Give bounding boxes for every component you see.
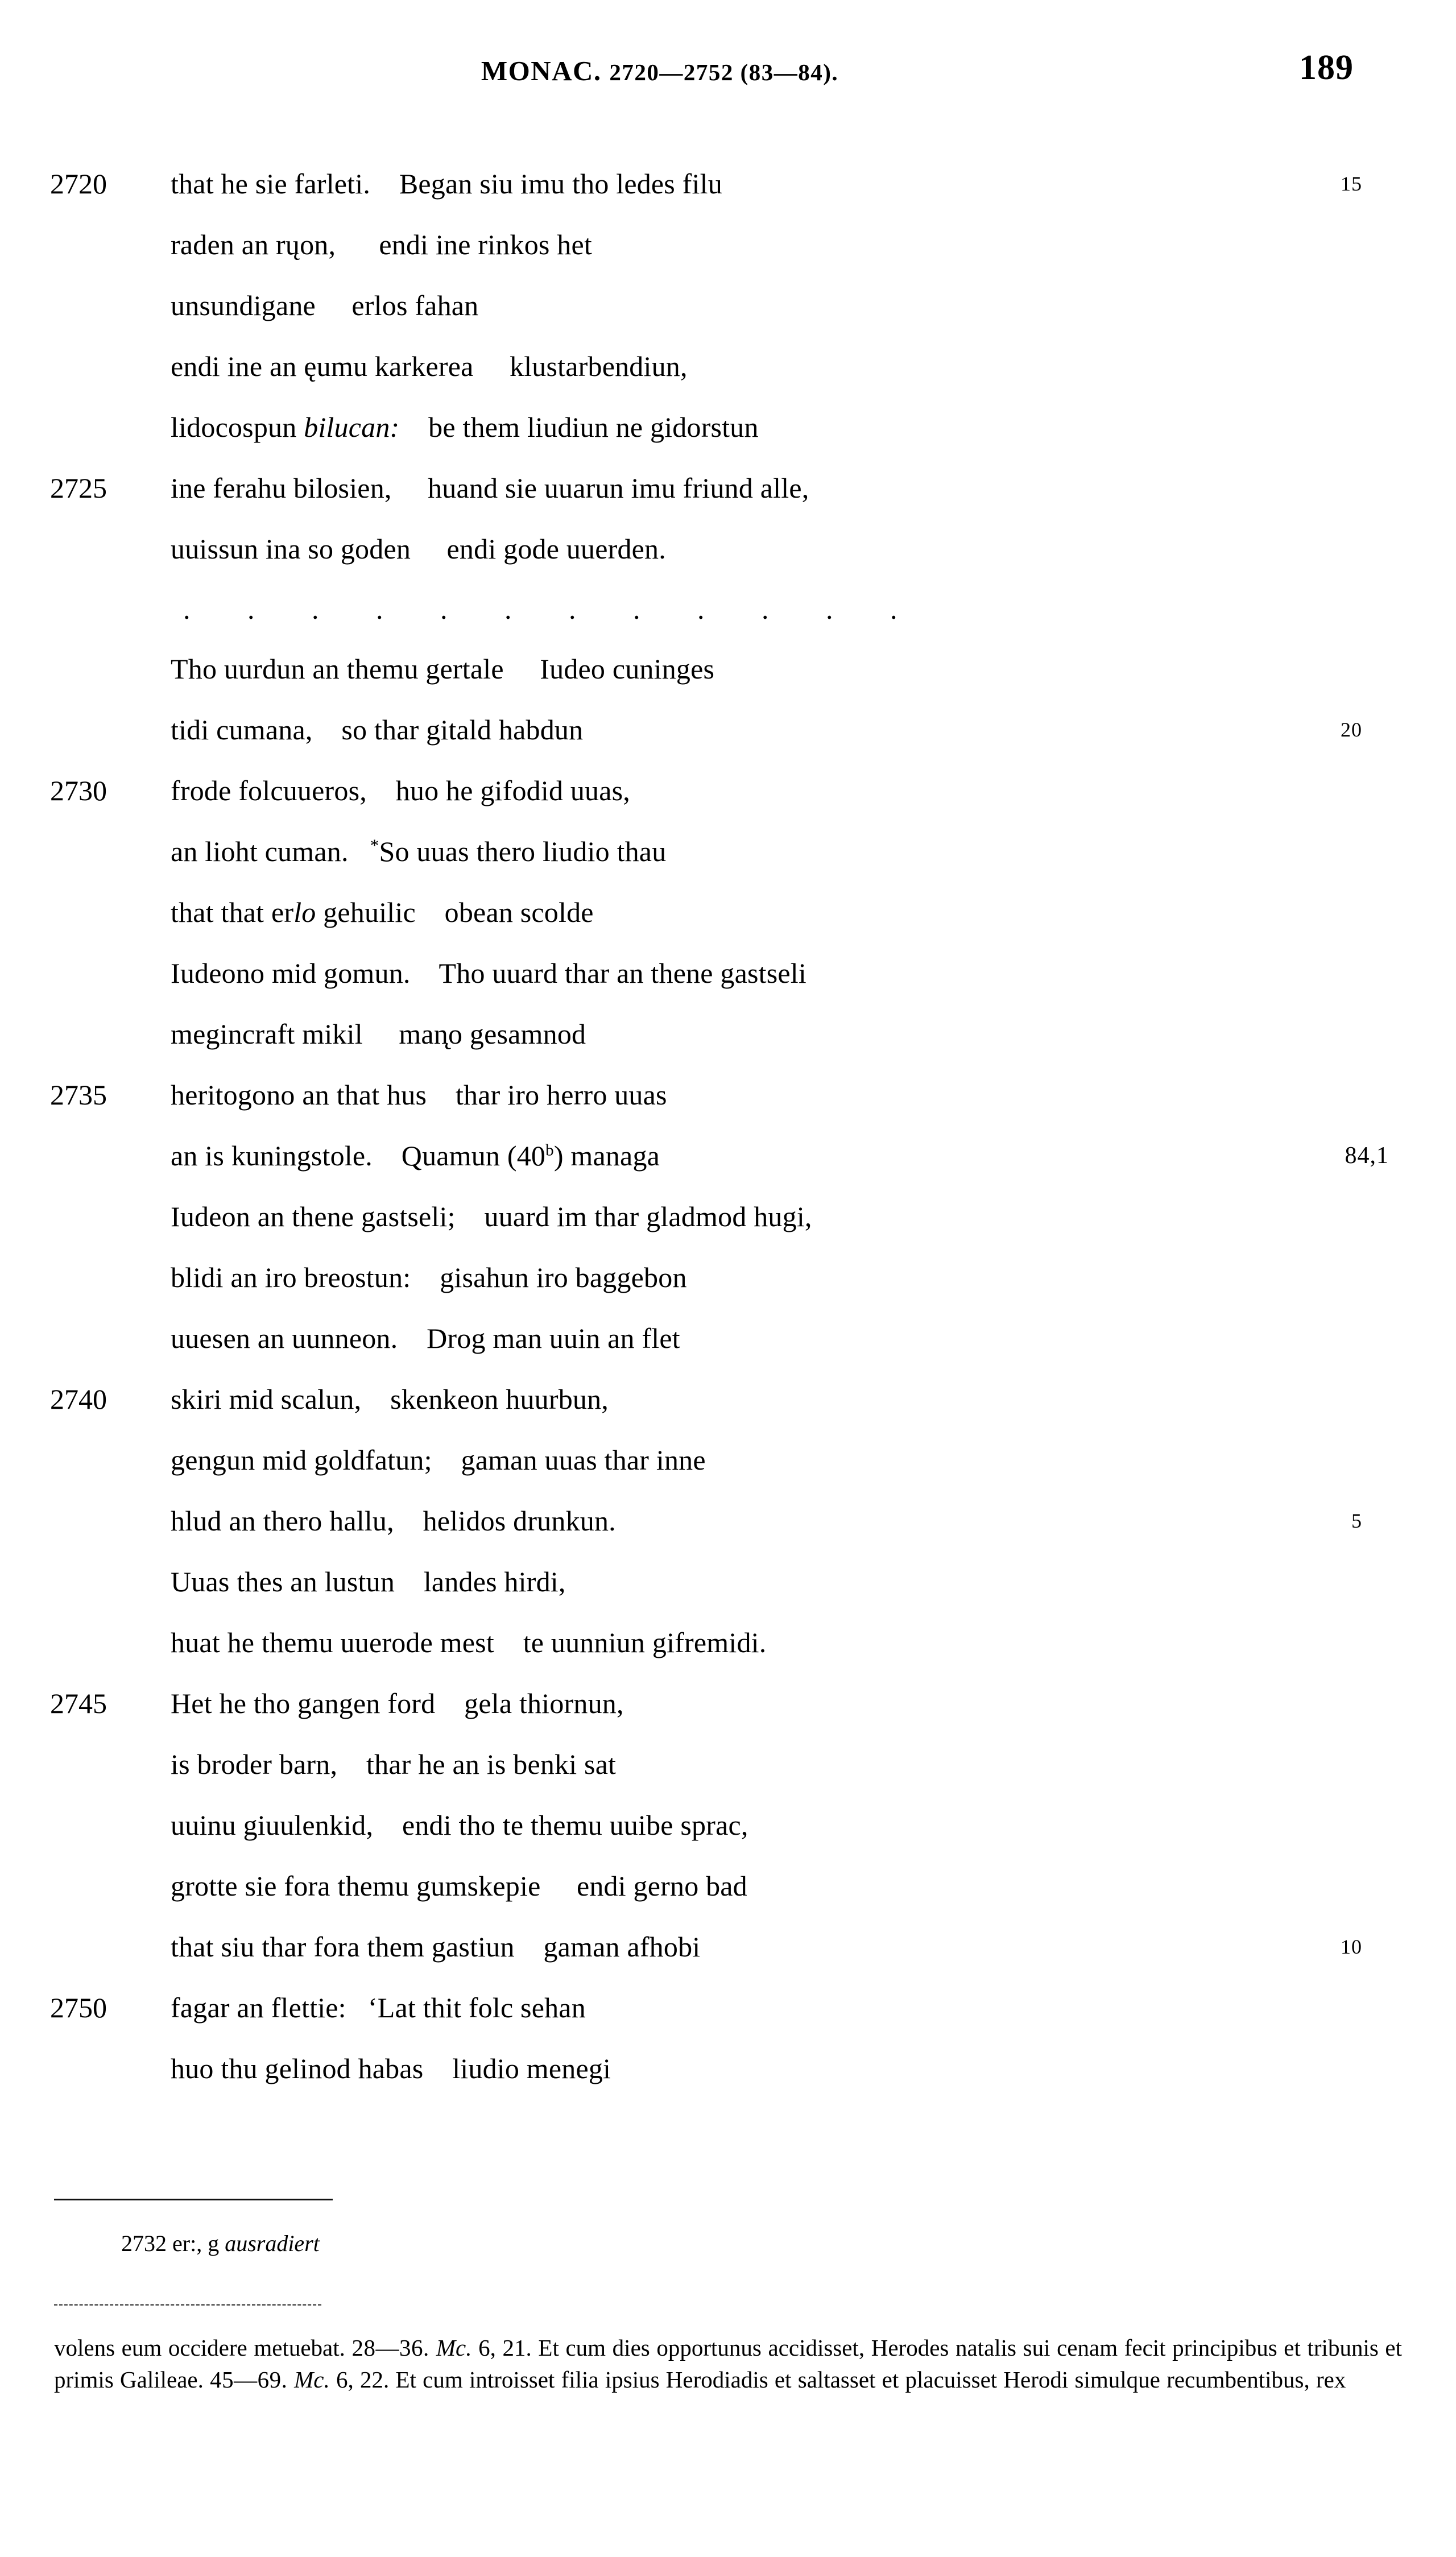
verse-number: 2745 <box>50 1687 107 1719</box>
verse-line <box>0 882 1456 943</box>
verse-line <box>0 1247 1456 1308</box>
verse-line <box>0 1612 1456 1673</box>
verse-text: endi ine an ęumu karkerea klustarbendiun, <box>171 350 688 382</box>
verse-text: blidi an iro breostun: gisahun iro baggebon <box>171 1261 687 1293</box>
verse-line <box>0 943 1456 1004</box>
marginal-line-marker: 5 <box>1351 1509 1362 1532</box>
apparatus-note-text: er:, g <box>167 2231 225 2256</box>
verse-line <box>0 1126 1456 1186</box>
emended-letters: lo <box>293 896 316 928</box>
apparatus-line-ref: 2732 <box>121 2231 167 2256</box>
folio-superscript: b <box>545 1141 554 1160</box>
verse-line <box>0 1004 1456 1065</box>
verse-line <box>0 821 1456 882</box>
verse-line <box>0 1551 1456 1612</box>
verse-text: uuinu giuulenkid, endi tho te themu uuibe sprac, <box>171 1809 748 1841</box>
verse-text: ine ferahu bilosien, huand sie uuarun imu friund alle, <box>171 472 809 504</box>
running-head-source: MONAC. <box>481 55 610 86</box>
verse-text: Het he tho gangen ford gela thiornun, <box>171 1687 624 1719</box>
running-head <box>0 55 1456 87</box>
verse-number: 2725 <box>50 472 107 504</box>
verse-line <box>0 214 1456 275</box>
verse-text: heritogono an that hus thar iro herro uuas <box>171 1079 667 1111</box>
verse-line <box>0 519 1456 580</box>
verse-text: megincraft mikil man̨o gesamnod <box>171 1018 586 1050</box>
verse-line <box>0 1308 1456 1369</box>
verse-line <box>0 2038 1456 2099</box>
verse-number: 2730 <box>50 775 107 806</box>
verse-text: Tho uurdun an themu gertale Iudeo cuninges <box>171 653 715 685</box>
marginal-folio-marker: 84,1 <box>1345 1143 1389 1169</box>
apparatus-note-italic: ausradiert <box>225 2231 320 2256</box>
verse-number: 2720 <box>50 168 107 200</box>
apparatus-note <box>121 2230 1456 2257</box>
verse-text: hlud an thero hallu, helidos drunkun. <box>171 1505 616 1537</box>
footnote-source-abbr: Mc. <box>436 2335 472 2361</box>
verse-line <box>0 1734 1456 1795</box>
verse-text: that siu thar fora them gastiun gaman afhobi <box>171 1931 701 1963</box>
verse-text: an is kuningstole. Quamun (40$^b$) managa <box>171 1140 660 1172</box>
verse-line <box>0 760 1456 821</box>
footnote-source-abbr: Mc. <box>294 2366 330 2393</box>
verse-line <box>0 1186 1456 1247</box>
verse-text: raden an rųon, endi ine rinkos het <box>171 229 592 260</box>
verse-number: 2735 <box>50 1079 107 1111</box>
verse-line <box>0 1917 1456 1977</box>
emended-word: bilucan: <box>304 411 400 443</box>
verse-text: fagar an flettie: ‘Lat thit folc sehan <box>171 1992 586 2024</box>
footnote-text <box>54 2332 1402 2395</box>
footnote-verse-range: 28—36. <box>351 2335 436 2361</box>
verse-text: Iudeon an thene gastseli; uuard im thar gladmod hugi, <box>171 1201 812 1232</box>
verse-line <box>0 1491 1456 1551</box>
verse-line <box>0 275 1456 336</box>
verse-line <box>0 1856 1456 1917</box>
verse-line <box>0 397 1456 458</box>
verse-text: huo thu gelinod habas liudio menegi <box>171 2053 611 2084</box>
verse-text: lidocospun bilucan: be them liudiun ne gidorstun <box>171 411 759 443</box>
verse-text: skiri mid scalun, skenkeon huurbun, <box>171 1383 609 1415</box>
lacuna-marker <box>0 580 1456 639</box>
verse-text: that that erlo gehuilic obean scolde <box>171 896 594 928</box>
verse-text: gengun mid goldfatun; gaman uuas thar inne <box>171 1444 706 1476</box>
footnote-seg: 6, 21. Et cum dies opportunus accidisset, Herodes natalis sui cenam fecit principibus et tribunis et primis Galileae. <box>54 2335 1403 2393</box>
asterisk-mark: * <box>370 835 379 855</box>
verse-text: is broder barn, thar he an is benki sat <box>171 1748 617 1780</box>
verse-line <box>0 1369 1456 1430</box>
verse-text: Iudeono mid gomun. Tho uuard thar an thene gastseli <box>171 957 806 989</box>
footnote-seg: volens eum occidere metuebat. <box>54 2335 352 2361</box>
verse-line <box>0 639 1456 700</box>
document-page <box>0 48 1456 2557</box>
verse-body <box>0 154 1456 2099</box>
verse-number: 2750 <box>50 1992 107 2024</box>
apparatus-rule <box>54 2199 333 2200</box>
marginal-line-marker: 10 <box>1341 1935 1362 1958</box>
verse-text: Uuas thes an lustun landes hirdi, <box>171 1566 566 1598</box>
verse-number: 2740 <box>50 1383 107 1415</box>
verse-line <box>0 1065 1456 1126</box>
verse-line <box>0 1795 1456 1856</box>
verse-text: uuesen an uunneon. Drog man uuin an flet <box>171 1322 680 1354</box>
verse-line <box>0 700 1456 760</box>
verse-text: tidi cumana, so thar gitald habdun <box>171 714 584 746</box>
verse-text: grotte sie fora themu gumskepie endi gerno bad <box>171 1870 747 1902</box>
verse-line <box>0 154 1456 214</box>
latin-source-footnote <box>0 2304 1456 2395</box>
page-header <box>0 48 1456 140</box>
marginal-line-marker: 15 <box>1341 172 1362 195</box>
verse-text: huat he themu uuerode mest te uunniun gifremidi. <box>171 1627 767 1658</box>
verse-line <box>0 336 1456 397</box>
marginal-line-marker: 20 <box>1341 718 1362 741</box>
verse-text: unsundigane erlos fahan <box>171 289 479 321</box>
verse-line <box>0 1673 1456 1734</box>
footnote-seg: 6, 22. Et cum introisset filia ipsius Herodiadis et saltasset et placuisset Herodi simulque recumbentibus, rex <box>329 2366 1346 2393</box>
running-head-range: 2720—2752 (83—84). <box>609 59 839 85</box>
footnote-verse-range: 45—69. <box>210 2366 295 2393</box>
critical-apparatus <box>0 2199 1456 2257</box>
verse-text: that he sie farleti. Began siu imu tho ledes filu <box>171 168 722 200</box>
footnote-rule <box>54 2304 321 2306</box>
verse-line <box>0 1430 1456 1491</box>
page-number: 189 <box>1299 48 1354 87</box>
verse-line <box>0 1977 1456 2038</box>
verse-text: frode folcuueros, huo he gifodid uuas, <box>171 775 631 806</box>
lacuna-dots: . . . . . . . . . . . . <box>183 593 923 625</box>
verse-line <box>0 458 1456 519</box>
verse-text: uuissun ina so goden endi gode uuerden. <box>171 533 666 565</box>
verse-text: an lioht cuman. *So uuas thero liudio thau <box>171 835 667 867</box>
